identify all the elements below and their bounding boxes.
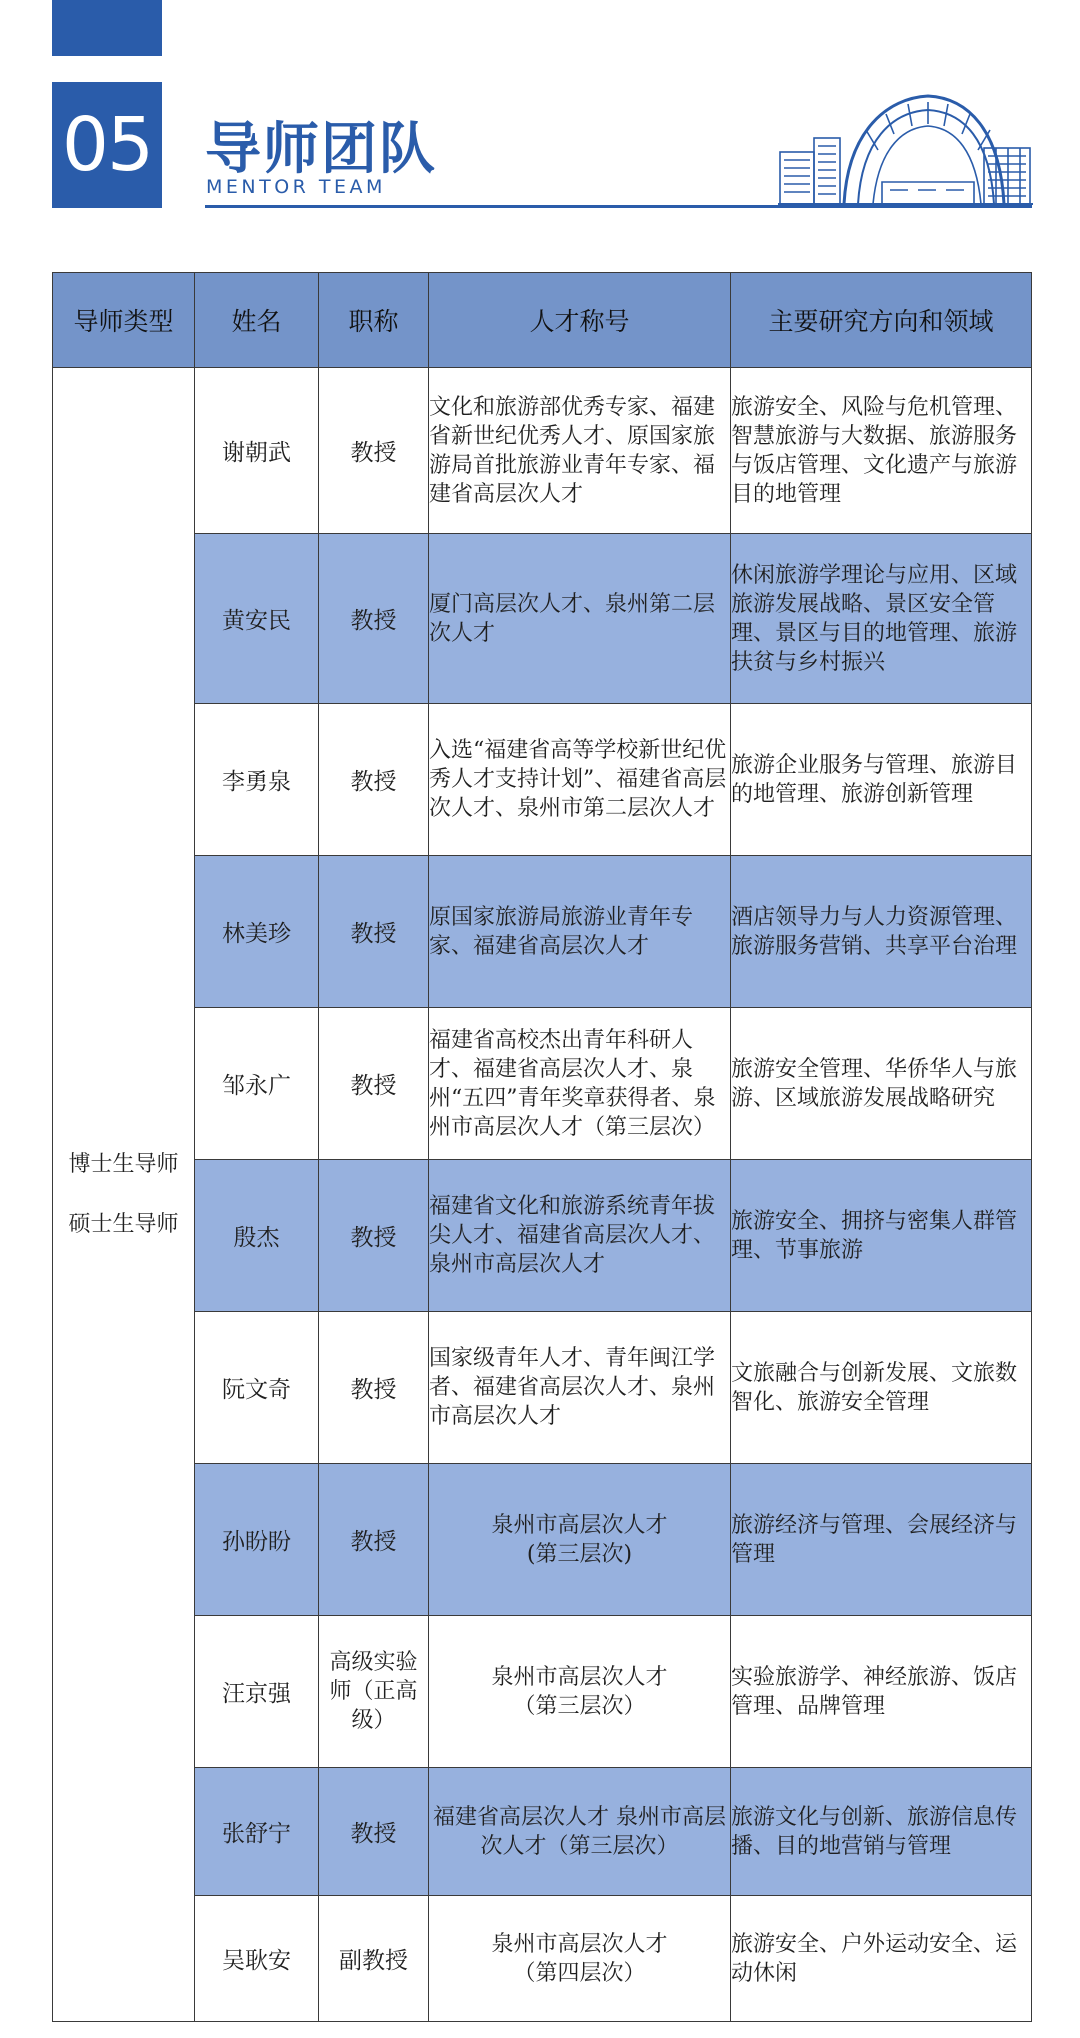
mentor-table bbox=[52, 272, 1032, 2022]
mentor-honor: 国家级青年人才、青年闽江学者、福建省高层次人才、泉州市高层次人才 bbox=[429, 1312, 731, 1464]
mentor-research: 旅游企业服务与管理、旅游目的地管理、旅游创新管理 bbox=[731, 704, 1032, 856]
mentor-title: 高级实验师（正高级） bbox=[319, 1616, 429, 1768]
mentor-research: 旅游安全、风险与危机管理、智慧旅游与大数据、旅游服务与饭店管理、文化遗产与旅游目的地管理 bbox=[731, 368, 1032, 534]
mentor-research: 酒店领导力与人力资源管理、旅游服务营销、共享平台治理 bbox=[731, 856, 1032, 1008]
mentor-name: 李勇泉 bbox=[195, 704, 319, 856]
table-row bbox=[53, 704, 1032, 856]
mentor-title: 教授 bbox=[319, 704, 429, 856]
column-header: 导师类型 bbox=[53, 273, 195, 368]
table-row bbox=[53, 1312, 1032, 1464]
mentor-research: 旅游安全、拥挤与密集人群管理、节事旅游 bbox=[731, 1160, 1032, 1312]
page-title: 导师团队 bbox=[205, 117, 437, 182]
page-subtitle: MENTOR TEAM bbox=[206, 176, 386, 198]
table-row bbox=[53, 1896, 1032, 2022]
table-row bbox=[53, 368, 1032, 534]
mentor-research: 旅游文化与创新、旅游信息传播、目的地营销与管理 bbox=[731, 1768, 1032, 1896]
mentor-title: 教授 bbox=[319, 368, 429, 534]
mentor-honor: 泉州市高层次人才 （第三层次） bbox=[429, 1616, 731, 1768]
mentor-title: 教授 bbox=[319, 534, 429, 704]
table-row bbox=[53, 1768, 1032, 1896]
mentor-honor: 原国家旅游局旅游业青年专家、福建省高层次人才 bbox=[429, 856, 731, 1008]
mentor-honor: 福建省高校杰出青年科研人才、福建省高层次人才、泉州“五四”青年奖章获得者、泉州市高层次人才（第三层次） bbox=[429, 1008, 731, 1160]
table-row bbox=[53, 534, 1032, 704]
mentor-title: 教授 bbox=[319, 1160, 429, 1312]
mentor-title: 教授 bbox=[319, 1312, 429, 1464]
mentor-research: 实验旅游学、神经旅游、饭店管理、品牌管理 bbox=[731, 1616, 1032, 1768]
mentor-honor: 入选“福建省高等学校新世纪优秀人才支持计划”、福建省高层次人才、泉州市第二层次人才 bbox=[429, 704, 731, 856]
mentor-research: 旅游安全、户外运动安全、运动休闲 bbox=[731, 1896, 1032, 2022]
mentor-title: 教授 bbox=[319, 1768, 429, 1896]
column-header: 职称 bbox=[319, 273, 429, 368]
mentor-honor: 泉州市高层次人才 （第四层次） bbox=[429, 1896, 731, 2022]
campus-gate-icon bbox=[778, 90, 1033, 208]
section-number: 05 bbox=[52, 82, 162, 208]
table-body bbox=[53, 368, 1032, 2022]
mentor-name: 阮文奇 bbox=[195, 1312, 319, 1464]
table-row bbox=[53, 1616, 1032, 1768]
top-color-block bbox=[52, 0, 162, 56]
mentor-honor: 福建省文化和旅游系统青年拔尖人才、福建省高层次人才、泉州市高层次人才 bbox=[429, 1160, 731, 1312]
mentor-honor: 福建省高层次人才 泉州市高层次人才（第三层次） bbox=[429, 1768, 731, 1896]
mentor-name: 殷杰 bbox=[195, 1160, 319, 1312]
mentor-name: 黄安民 bbox=[195, 534, 319, 704]
mentor-title: 教授 bbox=[319, 1464, 429, 1616]
mentor-honor: 文化和旅游部优秀专家、福建省新世纪优秀人才、原国家旅游局首批旅游业青年专家、福建省高层次人才 bbox=[429, 368, 731, 534]
mentor-name: 谢朝武 bbox=[195, 368, 319, 534]
mentor-research: 旅游安全管理、华侨华人与旅游、区域旅游发展战略研究 bbox=[731, 1008, 1032, 1160]
mentor-research: 休闲旅游学理论与应用、区域旅游发展战略、景区安全管理、景区与目的地管理、旅游扶贫与乡村振兴 bbox=[731, 534, 1032, 704]
mentor-title: 副教授 bbox=[319, 1896, 429, 2022]
mentor-honor: 厦门高层次人才、泉州第二层次人才 bbox=[429, 534, 731, 704]
mentor-type-line: 博士生导师 bbox=[68, 1151, 179, 1177]
mentor-title: 教授 bbox=[319, 1008, 429, 1160]
mentor-research: 旅游经济与管理、会展经济与管理 bbox=[731, 1464, 1032, 1616]
mentor-name: 邹永广 bbox=[195, 1008, 319, 1160]
table-header-row bbox=[53, 273, 1032, 368]
column-header: 主要研究方向和领域 bbox=[731, 273, 1032, 368]
mentor-name: 张舒宁 bbox=[195, 1768, 319, 1896]
mentor-research: 文旅融合与创新发展、文旅数智化、旅游安全管理 bbox=[731, 1312, 1032, 1464]
mentor-name: 林美珍 bbox=[195, 856, 319, 1008]
mentor-type-line: 硕士生导师 bbox=[68, 1211, 179, 1237]
mentor-name: 汪京强 bbox=[195, 1616, 319, 1768]
table-row bbox=[53, 856, 1032, 1008]
mentor-name: 孙盼盼 bbox=[195, 1464, 319, 1616]
mentor-name: 吴耿安 bbox=[195, 1896, 319, 2022]
mentor-type-cell bbox=[53, 368, 195, 2022]
table-row bbox=[53, 1008, 1032, 1160]
column-header: 姓名 bbox=[195, 273, 319, 368]
mentor-title: 教授 bbox=[319, 856, 429, 1008]
table-row bbox=[53, 1160, 1032, 1312]
table-row bbox=[53, 1464, 1032, 1616]
mentor-honor: 泉州市高层次人才 (第三层次) bbox=[429, 1464, 731, 1616]
column-header: 人才称号 bbox=[429, 273, 731, 368]
